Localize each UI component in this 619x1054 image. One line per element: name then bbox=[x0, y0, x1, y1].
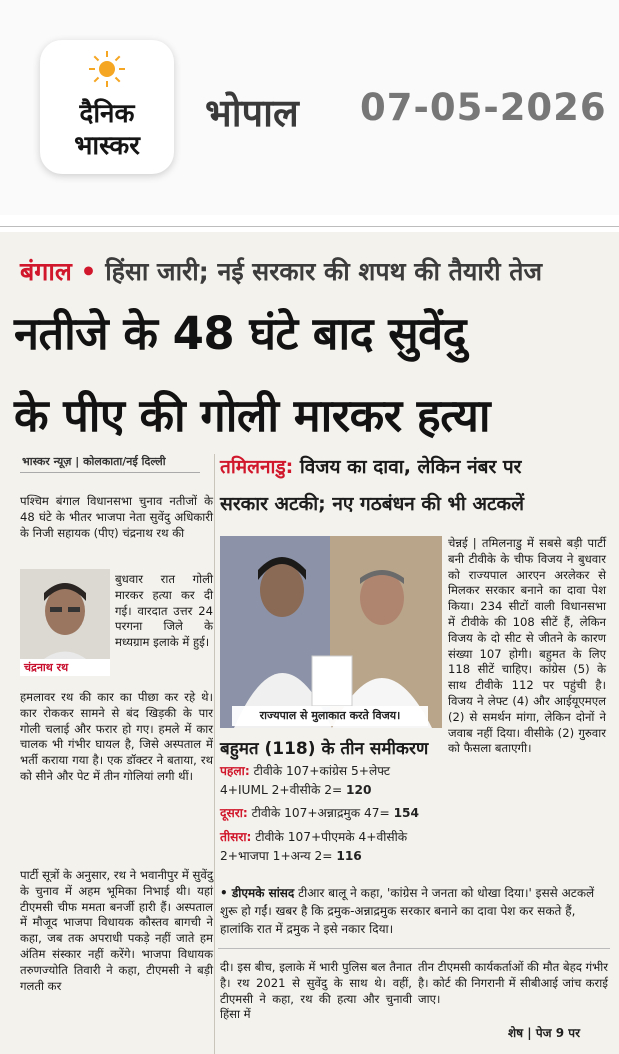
edition-date: 07-05-2026 bbox=[360, 86, 607, 129]
bengal-para-1-rest: हमलावर रथ की कार का पीछा कर रहे थे। कार रोककर सामने से बंद खिड़की के पार गोली चलाई और फरार हो गए। हमले में कार चालक भी गंभीर घायल है, जिसे अस्पताल में भर्ती कराया गया है। एक डॉक्टर ने बताया, रथ को सीने और पेट में तीन गोलियां लगी थीं। bbox=[20, 690, 213, 783]
tamilnadu-para: चेन्नई | तमिलनाडु में सबसे बड़ी पार्टी बनी टीवीके के चीफ विजय ने बुधवार को राज्यपाल आरएन अरलेकर से मिलकर सरकार बनाने का दावा पेश किया। 234 सीटों वाली विधानसभा में टीवीके की 108 सीटें हैं, लेकिन विजय के दो सीट से जीतने के कारण संख्या 107 होगी। बहुमत के लिए 118 सीटें चाहिए। कांग्रेस (5) के साथ टीवीके 112 पर पहुंची है। विजय ने लेफ्ट (4) और आईयूएमएल (2) से समर्थन मांगा, लेकिन दोनों ने जवाब नहीं दिया। वीसीके (2) गुरुवार को फैसला बताएगी। bbox=[448, 536, 606, 756]
headline-line-2: के पीए की गोली मारकर हत्या bbox=[14, 389, 490, 442]
logo-line-1: दैनिक bbox=[79, 99, 135, 129]
newspaper-clipping[interactable] bbox=[0, 232, 619, 1054]
eq2-text: टीवीके 107+अन्नाद्रमुक 47= bbox=[251, 806, 390, 820]
header-divider bbox=[0, 226, 619, 227]
byline: भास्कर न्यूज़ | कोलकाता/नई दिल्ली bbox=[22, 455, 166, 468]
eq2-total: 154 bbox=[393, 806, 420, 820]
vijay-governor-photo bbox=[220, 536, 442, 728]
eq3-label: तीसरा: bbox=[220, 830, 252, 844]
eq1-label: पहला: bbox=[220, 764, 250, 778]
bengal-kicker bbox=[20, 254, 542, 288]
dainik-bhaskar-logo[interactable] bbox=[40, 40, 174, 174]
bengal-para-1: पश्चिम बंगाल विधानसभा चुनाव नतीजों के 48 घंटे के भीतर भाजपा नेता सुवेंदु अधिकारी के निजी सहायक (पीए) चंद्रनाथ रथ की bbox=[20, 494, 213, 540]
bengal-para-2: पार्टी सूत्रों के अनुसार, रथ ने भवानीपुर में सुवेंदु के चुनाव में अहम भूमिका निभाई थी। यहां टीएमसी चीफ ममता बनर्जी हारी हैं। अस्पताल में मौजूद भाजपा विधायक कौस्तव बागची ने कहा, जब तक अपराधी पकड़े नहीं जाते हम अंतिम संस्कार नहीं करेंगे। भाजपा विधायक तरुणज्योति तिवारी ने कहा, टीएमसी ने बड़ी गलती कर bbox=[20, 868, 213, 993]
bullet-lead: • डीएमके सांसद bbox=[220, 886, 295, 900]
eq1-text: टीवीके 107+कांग्रेस 5+लेफ्ट 4+IUML 2+वीसीके 2= bbox=[220, 764, 391, 797]
equation-1 bbox=[220, 762, 438, 800]
kicker-text: हिंसा जारी; नई सरकार की शपथ की तैयारी तेज bbox=[105, 257, 543, 286]
vijay-photo-caption: राज्यपाल से मुलाकात करते विजय। bbox=[232, 706, 428, 726]
person-photo-caption: चंद्रनाथ रथ bbox=[20, 659, 110, 676]
headline-line-1: नतीजे के 48 घंटे बाद सुवेंदु bbox=[14, 307, 467, 360]
dmk-bullet bbox=[220, 884, 610, 938]
sun-icon bbox=[88, 50, 126, 88]
bengal-para-1-side: बुधवार रात गोली मारकर हत्या कर दी गई। वारदात उत्तर 24 परगना जिले के मध्यग्राम इलाके में हुई। bbox=[115, 572, 213, 650]
bullet-body: टीआर बालू ने कहा, 'कांग्रेस ने जनता को धोखा दिया।' इससे अटकलें शुरू हो गईं। खबर है कि द्रमुक-अन्नाद्रमुक सरकार बनाने का दावा पेश कर सकते हैं, हालांकि रात में द्रमुक ने इसे नकार दिया। bbox=[220, 886, 595, 936]
person-photo bbox=[20, 569, 110, 672]
tn-region: तमिलनाडु: bbox=[220, 456, 294, 478]
tn-kicker-text: विजय का दावा, लेकिन नंबर पर bbox=[299, 456, 522, 478]
equations-title: बहुमत (118) के तीन समीकरण bbox=[220, 739, 429, 759]
eq3-total: 116 bbox=[336, 849, 362, 863]
eq3-text: टीवीके 107+पीएमके 4+वीसीके 2+भाजपा 1+अन्य 2= bbox=[220, 830, 408, 863]
bottom-right-text: तीन टीएमसी कार्यकर्ताओं की मौत बेहद गंभीर है। कोर्ट की निगरानी में सीबीआई जांच कराई जाए। bbox=[418, 960, 608, 1006]
bottom-left-text: दी। इस बीच, इलाके में भारी पुलिस बल तैनात है। रथ 2021 से सुवेंदु के साथ थे। वहीं, टीएमसी ने कहा, रथ की हत्या और चुनावी हिंसा में bbox=[220, 960, 412, 1022]
kicker-dot: • bbox=[80, 257, 97, 286]
tamilnadu-kicker-line-2: सरकार अटकी; नए गठबंधन की भी अटकलें bbox=[220, 493, 525, 515]
eq1-total: 120 bbox=[346, 783, 372, 797]
continued-reference: शेष | पेज 9 पर bbox=[508, 1026, 580, 1040]
kicker-region: बंगाल bbox=[20, 257, 72, 286]
column-rule bbox=[214, 454, 215, 1054]
section-divider bbox=[218, 948, 610, 949]
equation-2 bbox=[220, 804, 438, 823]
logo-line-2: भास्कर bbox=[74, 131, 140, 161]
eq2-label: दूसरा: bbox=[220, 806, 248, 820]
edition-city: भोपाल bbox=[205, 91, 299, 135]
byline-rule bbox=[20, 472, 200, 473]
tamilnadu-kicker-line-1 bbox=[220, 454, 521, 480]
app-header bbox=[0, 0, 619, 215]
equation-3 bbox=[220, 828, 438, 866]
